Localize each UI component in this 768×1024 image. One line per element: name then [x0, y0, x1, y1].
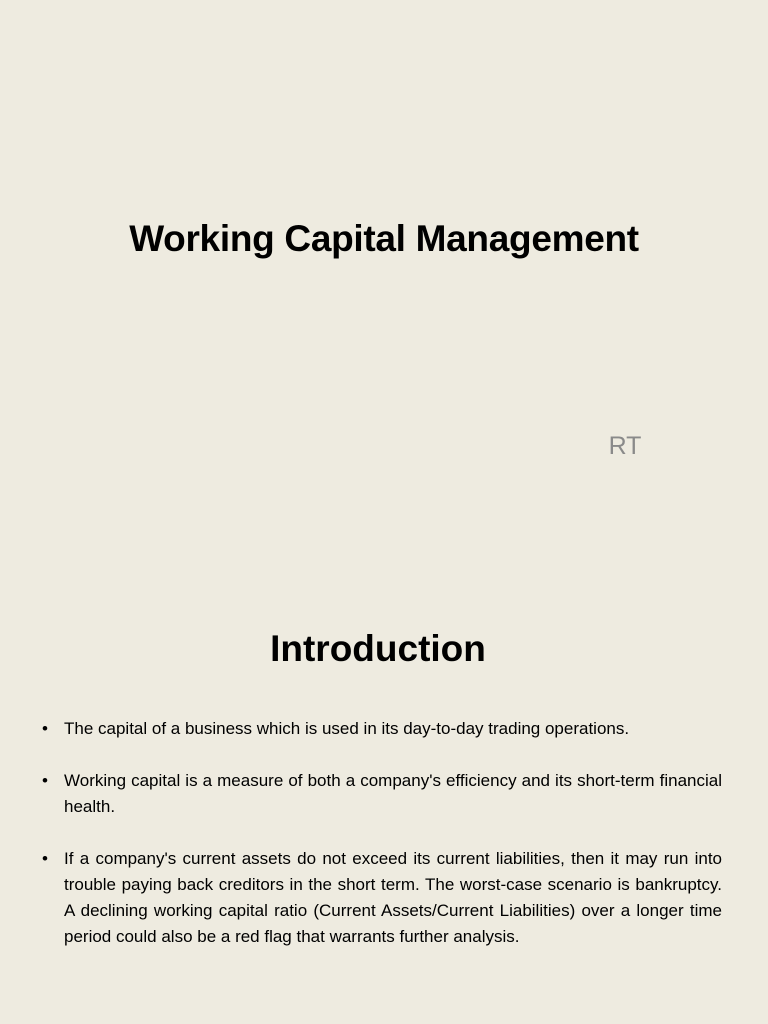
bullet-text: If a company's current assets do not exceed its current liabilities, then it may run into trouble paying back creditors in the short term. The worst-case scenario is bankruptcy. A declining working capital ratio (Current Assets/Current Liabilities) over a longer time period could also be a red flag that warrants further analysis.: [64, 849, 722, 946]
bullet-icon: •: [42, 719, 48, 738]
bullet-list: [42, 716, 722, 976]
slide-title: Working Capital Management: [129, 218, 639, 259]
bullet-icon: •: [42, 849, 48, 868]
slide-author: RT: [608, 432, 642, 460]
bullet-text: The capital of a business which is used in its day-to-day trading operations.: [64, 719, 630, 738]
introduction-slide: [0, 512, 768, 1024]
bullet-item: [42, 716, 722, 742]
bullet-item: [42, 846, 722, 950]
slide-heading: Introduction: [270, 628, 486, 669]
bullet-item: [42, 768, 722, 820]
bullet-icon: •: [42, 771, 48, 790]
bullet-text: Working capital is a measure of both a company's efficiency and its short-term financial health.: [64, 771, 722, 816]
